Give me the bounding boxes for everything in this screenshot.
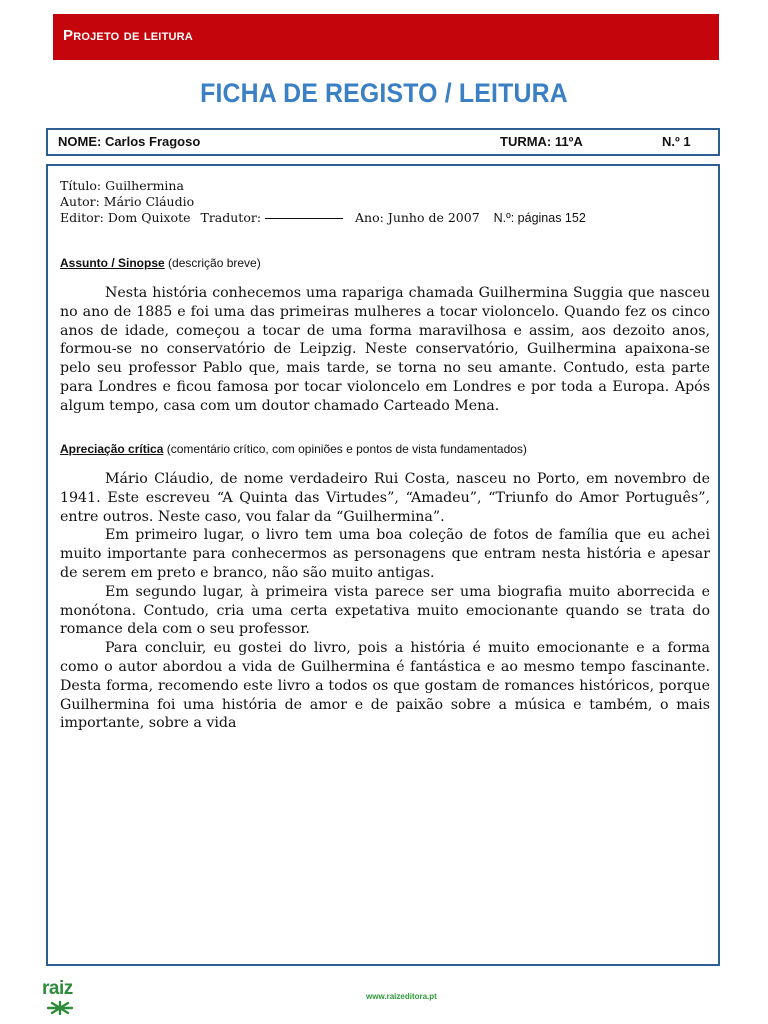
sinopse-text [60,284,710,416]
apreciacao-paragraph: Em primeiro lugar, o livro tem uma boa coleção de fotos de família que eu achei muito importante para conhecermos as personagens que entram nesta história e apesar de serem em preto e branco, não são muito antigas. [60,527,710,581]
raiz-logo-text: raiz [42,978,73,999]
student-name: NOME: Carlos Fragoso [58,134,201,149]
student-number: N.º 1 [662,134,691,149]
book-translator: Tradutor: [200,210,262,225]
book-title: Título: Guilhermina [60,178,184,193]
apreciacao-paragraph: Mário Cláudio, de nome verdadeiro Rui Costa, nasceu no Porto, em novembro de 1941. Este escreveu “A Quinta das Virtudes”, “Amadeu”, “Triunfo do Amor Português”, entre outros. Neste caso, vou falar da “Guilhermina”. [60,471,710,525]
apreciacao-paragraph: Em segundo lugar, à primeira vista parece ser uma biografia muito aborrecida e monótona. Contudo, cria uma certa expetativa muito emocionante quando se trata do romance dela com o seu professor. [60,583,710,638]
sinopse-heading-label: Assunto / Sinopse [60,256,165,270]
raiz-logo [42,978,78,1016]
footer-url: www.raizeditora.pt [366,992,437,1001]
student-info-box [46,128,720,156]
apreciacao-hint: (comentário crítico, com opiniões e pontos de vista fundamentados) [163,442,527,456]
sinopse-heading [60,256,261,270]
sinopse-hint: (descrição breve) [164,256,261,270]
book-publication-line [60,210,586,225]
book-year: Ano: Junho de 2007 [355,210,480,225]
translator-blank-line [265,218,343,219]
sinopse-paragraph: Nesta história conhecemos uma rapariga chamada Guilhermina Suggia que nasceu no ano de 1885 e foi uma das primeiras mulheres a tocar violoncelo. Quando fez os cinco anos de idade, começou a tocar de uma forma maravilhosa e assim, aos dezoito anos, formou-se no conservatório de Leipzig. Neste conservatório, Guilhermina apaixona-se pelo seu professor Pablo que, mais tarde, se torna no seu amante. Contudo, esta parte para Londres e ficou famosa por tocar violoncelo em Londres e por toda a Europa. Após algum tempo, casa com um doutor chamado Carteado Mena. [60,285,710,414]
banner-label: Projeto de leitura [63,27,193,44]
book-pages: N.º: páginas 152 [493,211,586,225]
book-editor: Editor: Dom Quixote [60,210,191,225]
apreciacao-paragraph: Para concluir, eu gostei do livro, pois a história é muito emocionante e a forma como o autor abordou a vida de Guilhermina é fantástica e ao mesmo tempo fascinante. Desta forma, recomendo este livro a todos os que gostam de romances históricos, porque Guilhermina foi uma história de amor e de paixão sobre a música e também, o mais importante, sobre a vida [60,640,710,732]
header-banner [53,14,719,60]
apreciacao-text [60,470,710,733]
book-author: Autor: Mário Cláudio [60,194,195,209]
apreciacao-heading-label: Apreciação crítica [60,442,164,456]
student-class: TURMA: 11ºA [500,134,583,149]
apreciacao-heading [60,442,527,456]
raiz-star-icon [42,1000,78,1016]
page-title: FICHA DE REGISTO / LEITURA [200,78,568,108]
reading-record-box [46,164,720,966]
